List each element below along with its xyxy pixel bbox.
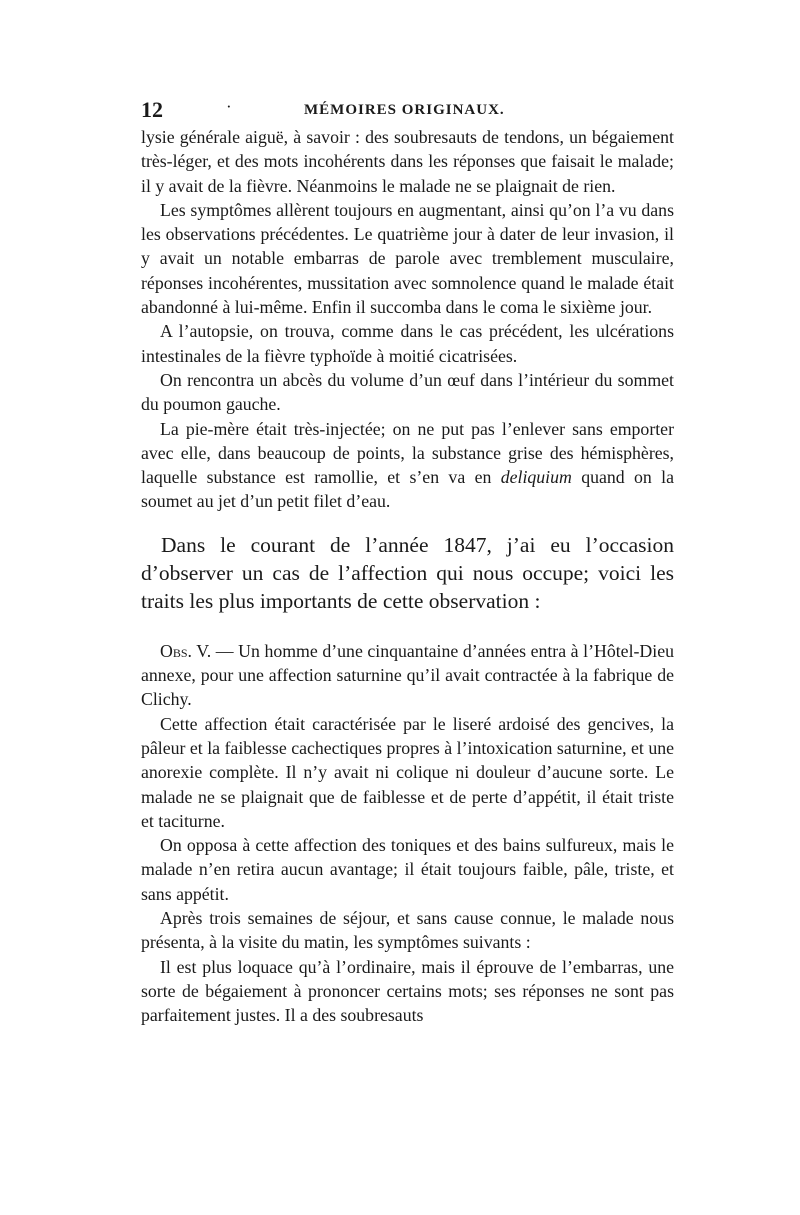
introduction-paragraph [141,531,674,615]
paragraph-3: A l’autopsie, on trouva, comme dans le cas précédent, les ulcérations intestinales de la fièvre typhoïde à moitié cicatrisées. [141,321,674,366]
obs-label: Obs. V. [160,640,212,661]
paragraph-5-italic-term: deliquium [500,467,572,488]
page-number: 12 [141,97,163,122]
intro-text: Dans le courant de l’année 1847, j’ai eu l’occasion d’observer un cas de l’affection qui nous occupe; voici les traits les plus importants de cette observation : [141,532,674,613]
paragraph-5 [141,417,674,514]
obs-paragraph-3: On opposa à cette affection des toniques et des bains sulfureux, mais le malade n’en retira aucun avantage; il était toujours faible, pâle, triste, et sans appétit. [141,835,674,904]
obs-paragraph-1 [141,639,674,712]
paragraph-4: On rencontra un abcès du volume d’un œuf dans l’intérieur du sommet du poumon gauche. [141,369,674,415]
paragraph-5-text-b: quand on la soumet au jet d’un petit filet d’eau. [141,467,674,512]
paragraph-5-text-a: La pie-mère était très-injectée; on ne put pas l’enlever sans emporter avec elle, dans beaucoup de points, la substance grise des hémisphères, laquelle substance est ramollie, et s’en va en [141,418,674,488]
case-continuation [141,125,674,514]
obs-intro-text: — Un homme d’une cinquantaine d’années entra à l’Hôtel-Dieu annexe, pour une affection saturnine qu’il avait contractée à la fabrique de Clichy. [141,640,674,710]
paragraph-1: lysie générale aiguë, à savoir : des soubresauts de tendons, un bégaiement très-léger, et des mots incohérents dans les réponses que faisait le malade; il y avait de la fièvre. Néanmoins le malade ne se plaignait de rien. [141,127,674,196]
running-head [141,95,674,125]
header-dot: · [226,97,232,116]
running-title: MÉMOIRES ORIGINAUX. [304,102,505,118]
obs-paragraph-5: Il est plus loquace qu’à l’ordinaire, mais il éprouve de l’embarras, une sorte de bégaiement à prononcer certains mots; ses réponses ne sont pas parfaitement justes. Il a des soubresauts [141,956,674,1026]
book-page [141,95,674,1028]
obs-paragraph-4: Après trois semaines de séjour, et sans cause connue, le malade nous présenta, à la visite du matin, les symptômes suivants : [141,908,674,953]
paragraph-2: Les symptômes allèrent toujours en augmentant, ainsi qu’on l’a vu dans les observations précédentes. Le quatrième jour à dater de leur invasion, il y avait un notable embarras de parole avec tremblement musculaire, réponses incohérentes, mussitation avec somnolence quand le malade était abandonné à lui-même. Enfin il succomba dans le coma le sixième jour. [141,199,674,318]
obs-paragraph-2: Cette affection était caractérisée par le liseré ardoisé des gencives, la pâleur et la faiblesse cachectiques propres à l’intoxication saturnine, et une anorexie complète. Il n’y avait ni colique ni douleur d’aucune sorte. Le malade ne se plaignait que de faiblesse et de perte d’appétit, il était triste et taciturne. [141,713,674,831]
observation-v [141,639,674,1028]
